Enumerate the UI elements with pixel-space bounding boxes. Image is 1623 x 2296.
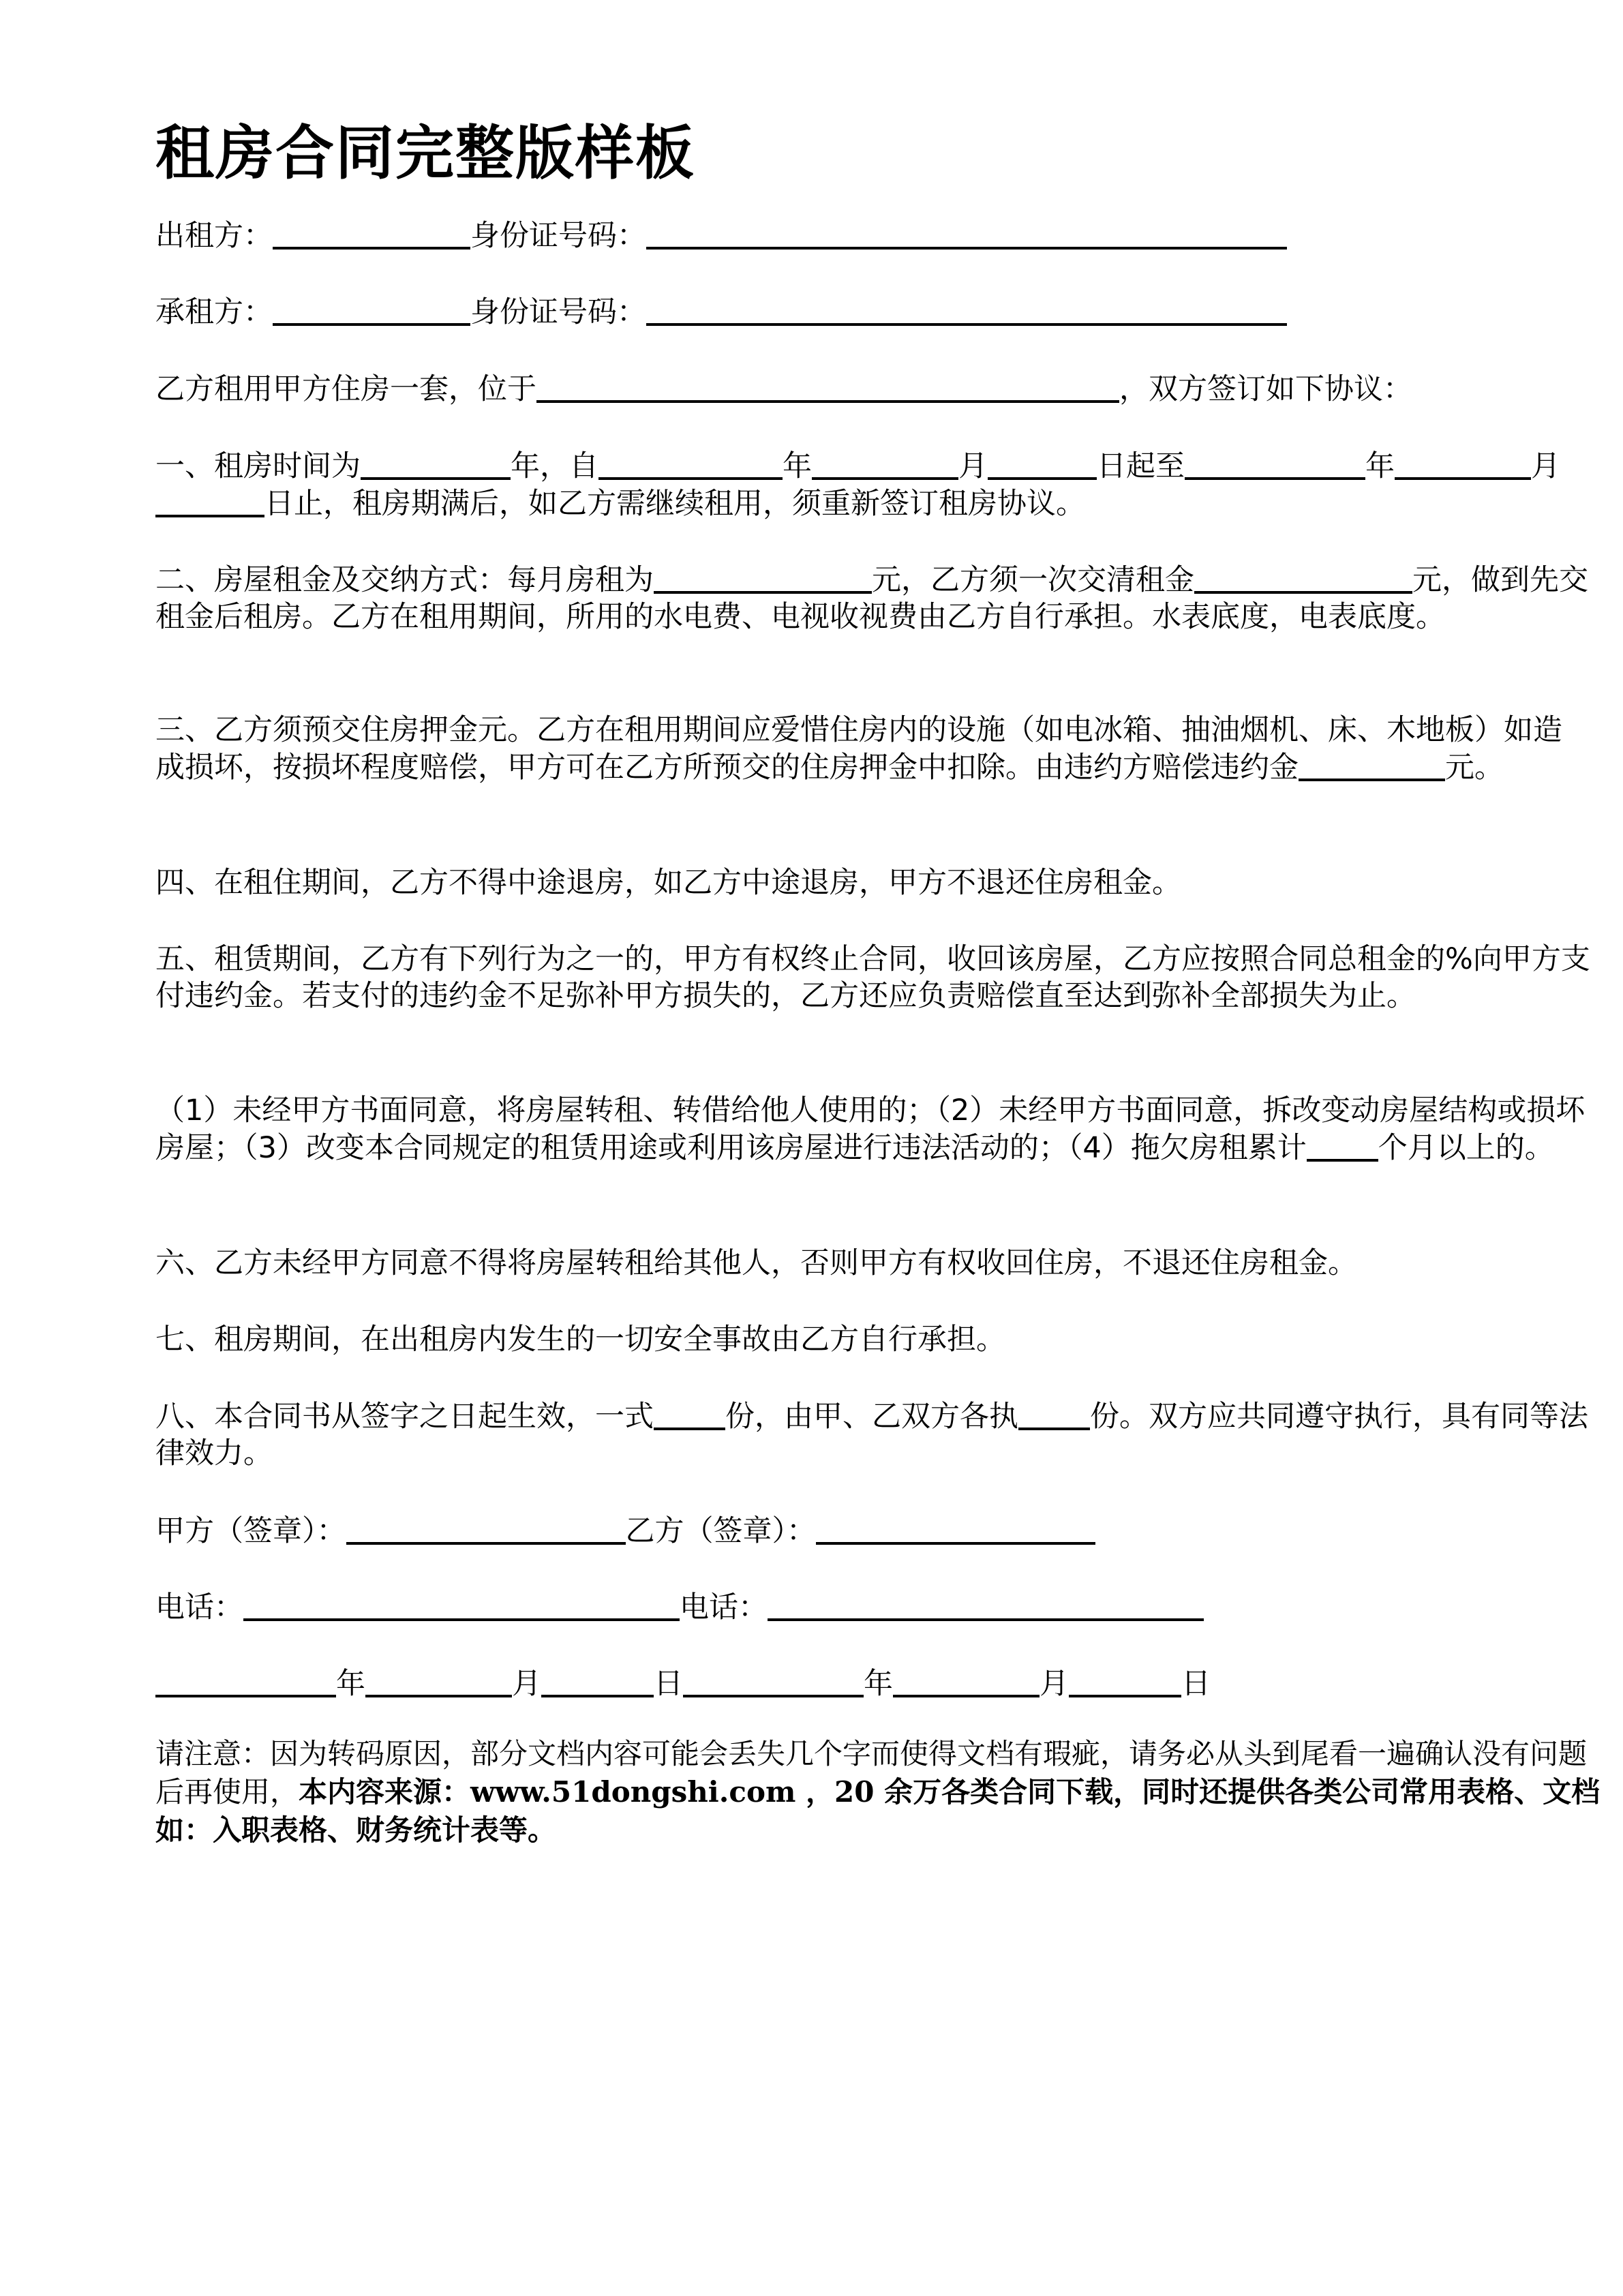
clause-6: 六、乙方未经甲方同意不得将房屋转租给其他人，否则甲方有权收回住房，不退还住房租金。 bbox=[155, 1246, 1357, 1280]
lessor-label: 出租方： bbox=[155, 219, 273, 253]
party-a-phone-field[interactable] bbox=[243, 1588, 680, 1621]
clause-2-text: 元，做到先交租金后租房。乙方在租用期间，所用的水电费、电视收视费由乙方自行承担。水表底度，电表底度。 bbox=[155, 563, 1588, 634]
party-b-day-field[interactable] bbox=[1069, 1665, 1181, 1697]
party-b-phone-field[interactable] bbox=[768, 1588, 1204, 1621]
month-label: 月 bbox=[1040, 1667, 1069, 1701]
clause-8-text: 份，由甲、乙双方各执 bbox=[725, 1400, 1018, 1434]
clause-2-text: 二、房屋租金及交纳方式：每月房租为 bbox=[155, 563, 654, 597]
monthly-rent-field[interactable] bbox=[654, 561, 872, 594]
lessee-id-field[interactable] bbox=[646, 293, 1287, 326]
overdue-months-field[interactable] bbox=[1307, 1129, 1378, 1162]
year-label: 年 bbox=[864, 1667, 893, 1701]
party-a-phone-label: 电话： bbox=[155, 1590, 243, 1625]
end-year-field[interactable] bbox=[1185, 447, 1365, 480]
party-b-year-field[interactable] bbox=[683, 1665, 864, 1697]
clause-5-items-text: 个月以上的。 bbox=[1378, 1131, 1554, 1165]
date-line bbox=[155, 1665, 1211, 1702]
party-b-signature-field[interactable] bbox=[816, 1512, 1095, 1545]
party-a-year-field[interactable] bbox=[155, 1665, 336, 1697]
day-label: 日 bbox=[654, 1667, 683, 1701]
lessor-id-field[interactable] bbox=[646, 217, 1287, 250]
end-day-field[interactable] bbox=[155, 485, 264, 517]
lessee-id-label: 身份证号码： bbox=[470, 295, 646, 329]
day-label: 日 bbox=[1181, 1667, 1211, 1701]
clause-3-text: 三、乙方须预交住房押金元。乙方在租用期间应爱惜住房内的设施（如电冰箱、抽油烟机、床、木地板）如造成损坏，按损坏程度赔偿，甲方可在乙方所预交的住房押金中扣除。由违约方赔偿违约金 bbox=[155, 713, 1562, 785]
party-a-signature-field[interactable] bbox=[346, 1512, 626, 1545]
party-a-day-field[interactable] bbox=[541, 1665, 654, 1697]
party-a-month-field[interactable] bbox=[365, 1665, 512, 1697]
address-field[interactable] bbox=[536, 370, 1119, 403]
signature-line bbox=[155, 1512, 1095, 1550]
party-b-phone-label: 电话： bbox=[680, 1590, 768, 1625]
lessor-name-field[interactable] bbox=[273, 217, 470, 250]
clause-1-text: 日起至 bbox=[1097, 449, 1185, 483]
lessee-name-field[interactable] bbox=[273, 293, 470, 326]
lessor-id-label: 身份证号码： bbox=[470, 219, 646, 253]
clause-2-text: 元，乙方须一次交清租金 bbox=[872, 563, 1194, 597]
clause-5: 五、租赁期间，乙方有下列行为之一的，甲方有权终止合同，收回该房屋，乙方应按照合同总租金的%向甲方支付违约金。若支付的违约金不足弥补甲方损失的，乙方还应负责赔偿直至达到弥补全部损失为止。 bbox=[155, 942, 1590, 1013]
start-month-field[interactable] bbox=[812, 447, 958, 480]
start-day-field[interactable] bbox=[988, 447, 1097, 480]
clause-8-text: 八、本合同书从签字之日起生效，一式 bbox=[155, 1400, 654, 1434]
party-b-sign-label: 乙方（签章）： bbox=[625, 1514, 816, 1548]
intro-text-b: ，双方签订如下协议： bbox=[1119, 372, 1412, 406]
clause-1-text: 年 bbox=[1365, 449, 1395, 483]
clause-1-text: 一、租房时间为 bbox=[155, 449, 361, 483]
clause-1-text: 年，自 bbox=[511, 449, 598, 483]
party-b-month-field[interactable] bbox=[893, 1665, 1040, 1697]
copies-total-field[interactable] bbox=[654, 1398, 725, 1430]
lessee-line bbox=[155, 293, 1287, 331]
year-label: 年 bbox=[336, 1667, 365, 1701]
start-year-field[interactable] bbox=[598, 447, 783, 480]
clause-7: 七、租房期间，在出租房内发生的一切安全事故由乙方自行承担。 bbox=[155, 1323, 1005, 1357]
clause-5-items-text: （1）未经甲方书面同意，将房屋转租、转借给他人使用的；（2）未经甲方书面同意，拆改变动房屋结构或损坏房屋；（3）改变本合同规定的租赁用途或利用该房屋进行违法活动的；（4）拖欠房租累计 bbox=[155, 1093, 1586, 1165]
lessee-label: 承租方： bbox=[155, 295, 273, 329]
clause-3-text: 元。 bbox=[1445, 751, 1504, 785]
clause-1-text: 月 bbox=[1531, 449, 1560, 483]
intro-line bbox=[155, 370, 1412, 408]
clause-5-items bbox=[155, 1092, 1590, 1166]
notice-text: 请注意：因为转码原因，部分文档内容可能会丢失几个字而使得文档有瑕疵，请务必从头到尾看一遍确认没有问题后再使用， bbox=[155, 1737, 1588, 1809]
clause-1-text: 年 bbox=[783, 449, 812, 483]
clause-2 bbox=[155, 561, 1590, 635]
lease-years-field[interactable] bbox=[361, 447, 511, 480]
notice-source-text: 本内容来源：www.51dongshi.com ，20 余万各类合同下载，同时还提供各类公司常用表格、文档如：入职表格、财务统计表等。 bbox=[155, 1775, 1601, 1847]
clause-8-text: 份。双方应共同遵守执行，具有同等法律效力。 bbox=[155, 1400, 1588, 1470]
phone-line bbox=[155, 1588, 1204, 1626]
end-month-field[interactable] bbox=[1395, 447, 1531, 480]
penalty-amount-field[interactable] bbox=[1299, 749, 1445, 781]
total-rent-field[interactable] bbox=[1194, 561, 1412, 594]
clause-1-text: 日止，租房期满后，如乙方需继续租用，须重新签订租房协议。 bbox=[264, 487, 1085, 521]
party-a-sign-label: 甲方（签章）： bbox=[155, 1514, 346, 1548]
clause-8 bbox=[155, 1398, 1590, 1472]
month-label: 月 bbox=[512, 1667, 541, 1701]
clause-1 bbox=[155, 447, 1590, 522]
copies-each-field[interactable] bbox=[1018, 1398, 1090, 1430]
clause-3 bbox=[155, 712, 1590, 786]
intro-text-a: 乙方租用甲方住房一套，位于 bbox=[155, 372, 536, 406]
clause-1-text: 月 bbox=[958, 449, 988, 483]
document-title: 租房合同完整版样板 bbox=[155, 119, 695, 187]
lessor-line bbox=[155, 217, 1287, 254]
source-notice bbox=[155, 1735, 1601, 1849]
clause-4: 四、在租住期间，乙方不得中途退房，如乙方中途退房，甲方不退还住房租金。 bbox=[155, 866, 1181, 900]
